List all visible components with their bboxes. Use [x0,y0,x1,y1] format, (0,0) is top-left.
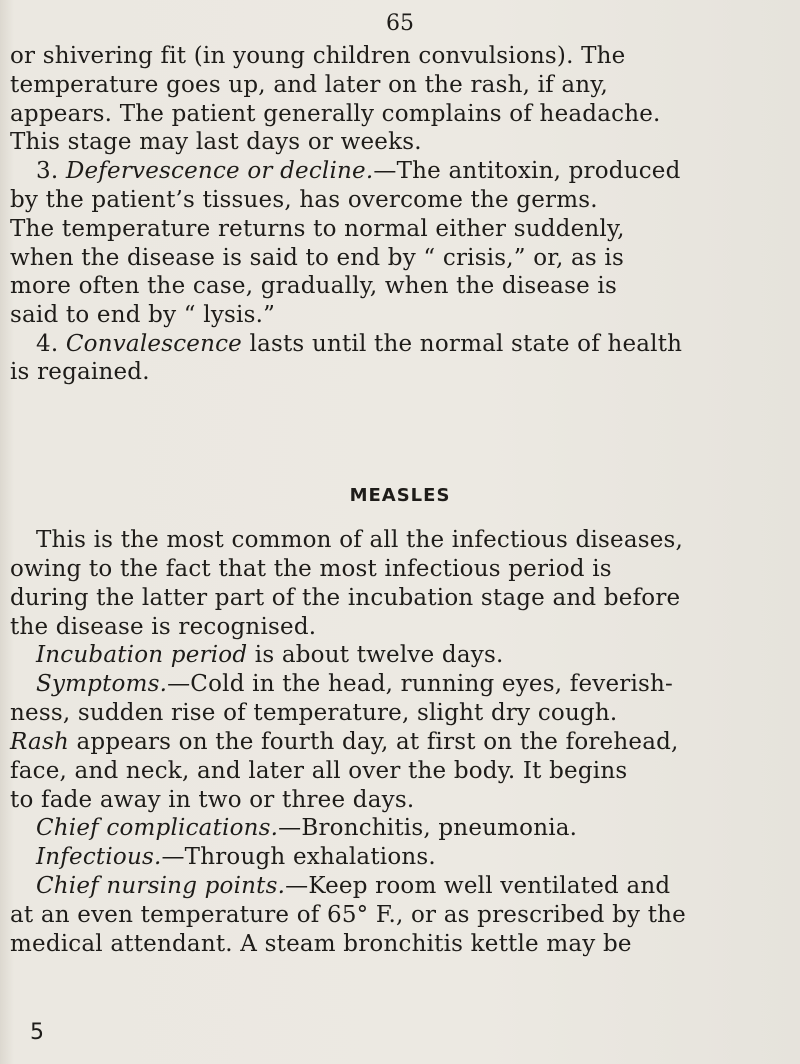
text-run: 4. [36,331,66,357]
text-line [10,930,632,958]
text-run: at an even temperature of 65° F., or as prescribed by the [10,902,686,928]
text-line [10,42,625,70]
text-line [10,215,625,243]
text-line [36,526,683,554]
text-run: —Bronchitis, pneumonia. [278,815,578,841]
italic-run: Incubation period [36,642,248,668]
text-run: —The antitoxin, produced [373,158,681,184]
text-run: said to end by “ lysis.” [10,302,276,328]
italic-run: Rash [10,729,69,755]
text-line [36,330,682,358]
text-run: —Keep room well ventilated and [285,873,671,899]
text-line [10,71,608,99]
text-line [10,613,316,641]
text-line [10,100,661,128]
italic-run: Convalescence [65,331,242,357]
text-line [10,301,275,329]
text-line [10,584,680,612]
text-run: is about twelve days. [247,642,504,668]
text-line [10,358,150,386]
text-run: This stage may last days or weeks. [10,129,422,155]
text-run: is regained. [10,359,150,385]
italic-run: Symptoms. [36,671,168,697]
text-run: appears on the fourth day, at first on the forehead, [68,729,679,755]
italic-run: Defervescence or decline. [65,158,374,184]
text-line [10,186,598,214]
text-run: the disease is recognised. [10,614,317,640]
text-line [36,157,681,185]
text-run: during the latter part of the incubation stage and before [10,585,681,611]
text-run: —Cold in the head, running eyes, feverish- [167,671,674,697]
text-line [36,872,670,900]
text-line [10,699,617,727]
text-run: or shivering fit (in young children convulsions). The [10,43,626,69]
page-number: 65 [386,11,414,36]
text-line [10,555,612,583]
text-line [10,128,422,156]
text-line [10,728,679,756]
text-line [36,641,503,669]
section-heading-measles: MEASLES [349,485,451,506]
italic-run: Infectious. [36,844,162,870]
text-run: The temperature returns to normal either suddenly, [10,216,625,242]
text-run: medical attendant. A steam bronchitis kettle may be [10,931,632,957]
text-run: face, and neck, and later all over the body. It begins [10,758,628,784]
text-run: owing to the fact that the most infectious period is [10,556,612,582]
text-line [10,272,617,300]
text-run: This is the most common of all the infectious diseases, [36,527,684,553]
text-line [10,244,624,272]
text-run: when the disease is said to end by “ crisis,” or, as is [10,245,624,271]
text-run: by the patient’s tissues, has overcome the germs. [10,187,598,213]
text-run: 3. [36,158,66,184]
text-line [36,670,673,698]
text-run: more often the case, gradually, when the disease is [10,273,617,299]
italic-run: Chief nursing points. [36,873,286,899]
text-run: lasts until the normal state of health [242,331,683,357]
signature-mark: 5 [30,1020,44,1045]
text-run: —Through exhalations. [161,844,436,870]
italic-run: Chief complications. [36,815,279,841]
text-line [36,814,577,842]
text-run: ness, sudden rise of temperature, slight dry cough. [10,700,618,726]
text-line [36,843,436,871]
text-line [10,786,414,814]
text-line [10,901,686,929]
text-run: temperature goes up, and later on the rash, if any, [10,72,608,98]
text-run: appears. The patient generally complains of headache. [10,101,661,127]
text-run: to fade away in two or three days. [10,787,415,813]
text-line [10,757,627,785]
